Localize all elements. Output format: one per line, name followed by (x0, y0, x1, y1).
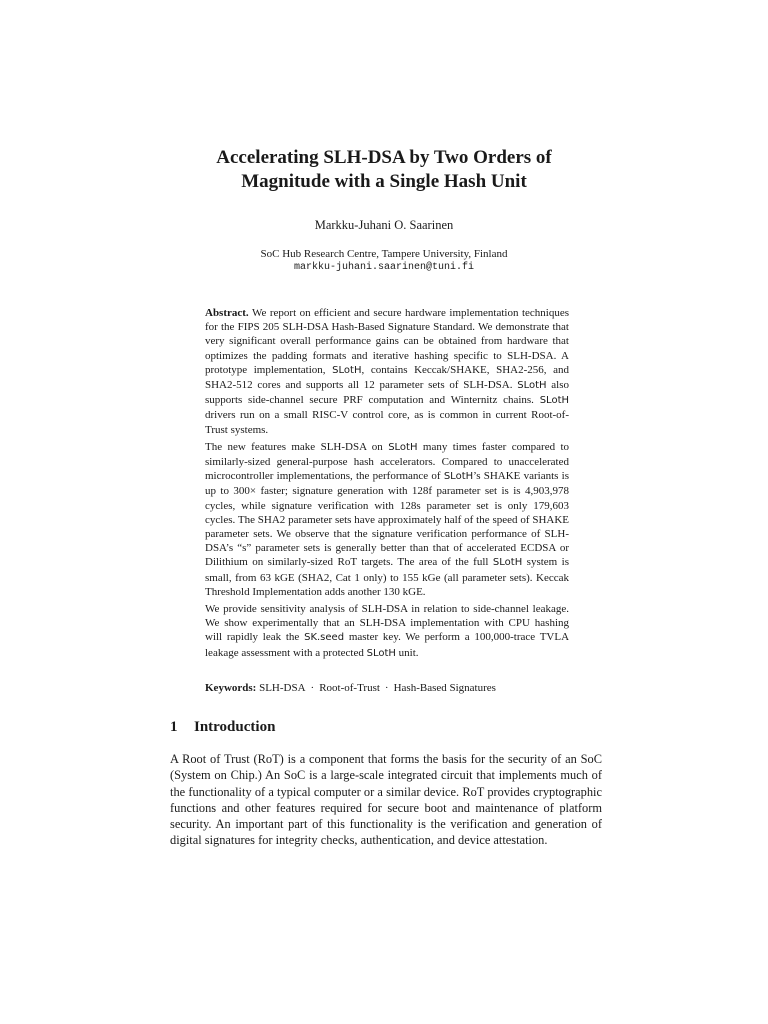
abstract-text: drivers run on a small RISC-V control core, as is common in current Root-of-Trust systems. (205, 409, 569, 436)
keyword-item: Root-of-Trust (319, 682, 380, 694)
sloth-name: SLotH (332, 364, 362, 376)
keywords (205, 682, 569, 694)
sloth-name: SLotH (366, 647, 396, 659)
sloth-name: SLotH (492, 557, 523, 569)
introduction-paragraph: A Root of Trust (RoT) is a component that forms the basis for the security of an SoC (System on Chip.) An SoC is a large-scale integrated circuit that implements much of the functionality of a typical computer or a similar device. RoT provides cryptographic functions and other features required for secure boot and maintenance of platform security. An important part of this functionality is the verification and generation of digital signatures for integrity checks, authentication, and device attestation. (170, 752, 602, 848)
abstract-paragraph-3 (205, 602, 569, 661)
abstract-paragraph-1 (205, 306, 569, 437)
affiliation-block (0, 247, 768, 275)
section-number: 1 (170, 719, 178, 735)
keyword-separator: · (384, 682, 389, 694)
abstract-text: master key. We perform a 100,000-trace TVLA leakage assessment with a protected (205, 631, 570, 659)
abstract-text: , contains Keccak/SHAKE, SHA2-256, and SHA2-512 cores and supports all 12 parameter sets of SLH-DSA. (205, 363, 570, 392)
abstract-text: We report on efficient and secure hardware implementation techniques for the FIPS 205 SLH-DSA Hash-Based Signature Standard. We demonstrate that very significant overall performance gains can be obtained from hardware that optimizes the padding formats and iterative hashing specific to SLH-DSA. A prototype implementation, (205, 307, 569, 376)
sk-seed-name: SK.seed (304, 632, 345, 644)
abstract (205, 306, 569, 664)
author-name: Markku-Juhani O. Saarinen (314, 218, 454, 232)
keyword-item: SLH-DSA (259, 682, 306, 694)
paper-title (0, 146, 768, 194)
abstract-text: unit. (398, 646, 419, 659)
section-title: Introduction (194, 719, 276, 735)
section-heading (170, 719, 275, 736)
abstract-text: system is small, from 63 kGE (SHA2, Cat 1 only) to 155 kGe (all parameter sets). Keccak Threshold Implementation adds another 130 kGE. (205, 556, 570, 598)
sloth-name: SLotH (539, 395, 570, 407)
keyword-separator: · (310, 682, 315, 694)
abstract-text: We provide sensitivity analysis of SLH-DSA in relation to side-channel leakage. We show experimentally that an SLH-DSA implementation with CPU hashing will rapidly leak the (205, 603, 569, 644)
abstract-text: also supports side-channel secure PRF computation and Winternitz chains. (205, 379, 569, 407)
affiliation: SoC Hub Research Centre, Tampere University, Finland (260, 248, 508, 260)
keyword-item: Hash-Based Signatures (393, 682, 496, 694)
abstract-label: Abstract. (205, 307, 249, 319)
author-email: markku-juhani.saarinen@tuni.fi (293, 262, 475, 273)
sloth-name: SLotH (388, 441, 418, 453)
abstract-text: The new features make SLH-DSA on (205, 440, 383, 453)
sloth-name: SLotH (517, 380, 547, 392)
abstract-text: ’s SHAKE variants is up to 300× faster; signature generation with 128f parameter set is is 4,903,978 cycles, while signature verification with 128s parameter set is only 179,603 cycles. The SHA2 parameter sets have approximately half of the speed of SHAKE parameter sets. We observe that the signature verification performance of SLH-DSA’s “s” parameter sets is generally better than that of accelerated ECDSA or Dilithium on similarly-sized RoT targets. The area of the full (205, 470, 569, 569)
sloth-name: SLotH (443, 471, 474, 483)
title-line-1: Accelerating SLH-DSA by Two Orders of (216, 147, 552, 168)
abstract-text: many times faster compared to similarly-sized general-purpose hash accelerators. Compared to unaccelerated microcontroller implementations, the performance of (205, 440, 570, 483)
keywords-label: Keywords: (205, 682, 257, 694)
abstract-paragraph-2 (205, 440, 569, 599)
introduction-body (170, 751, 602, 849)
title-line-2: Magnitude with a Single Hash Unit (241, 171, 527, 192)
